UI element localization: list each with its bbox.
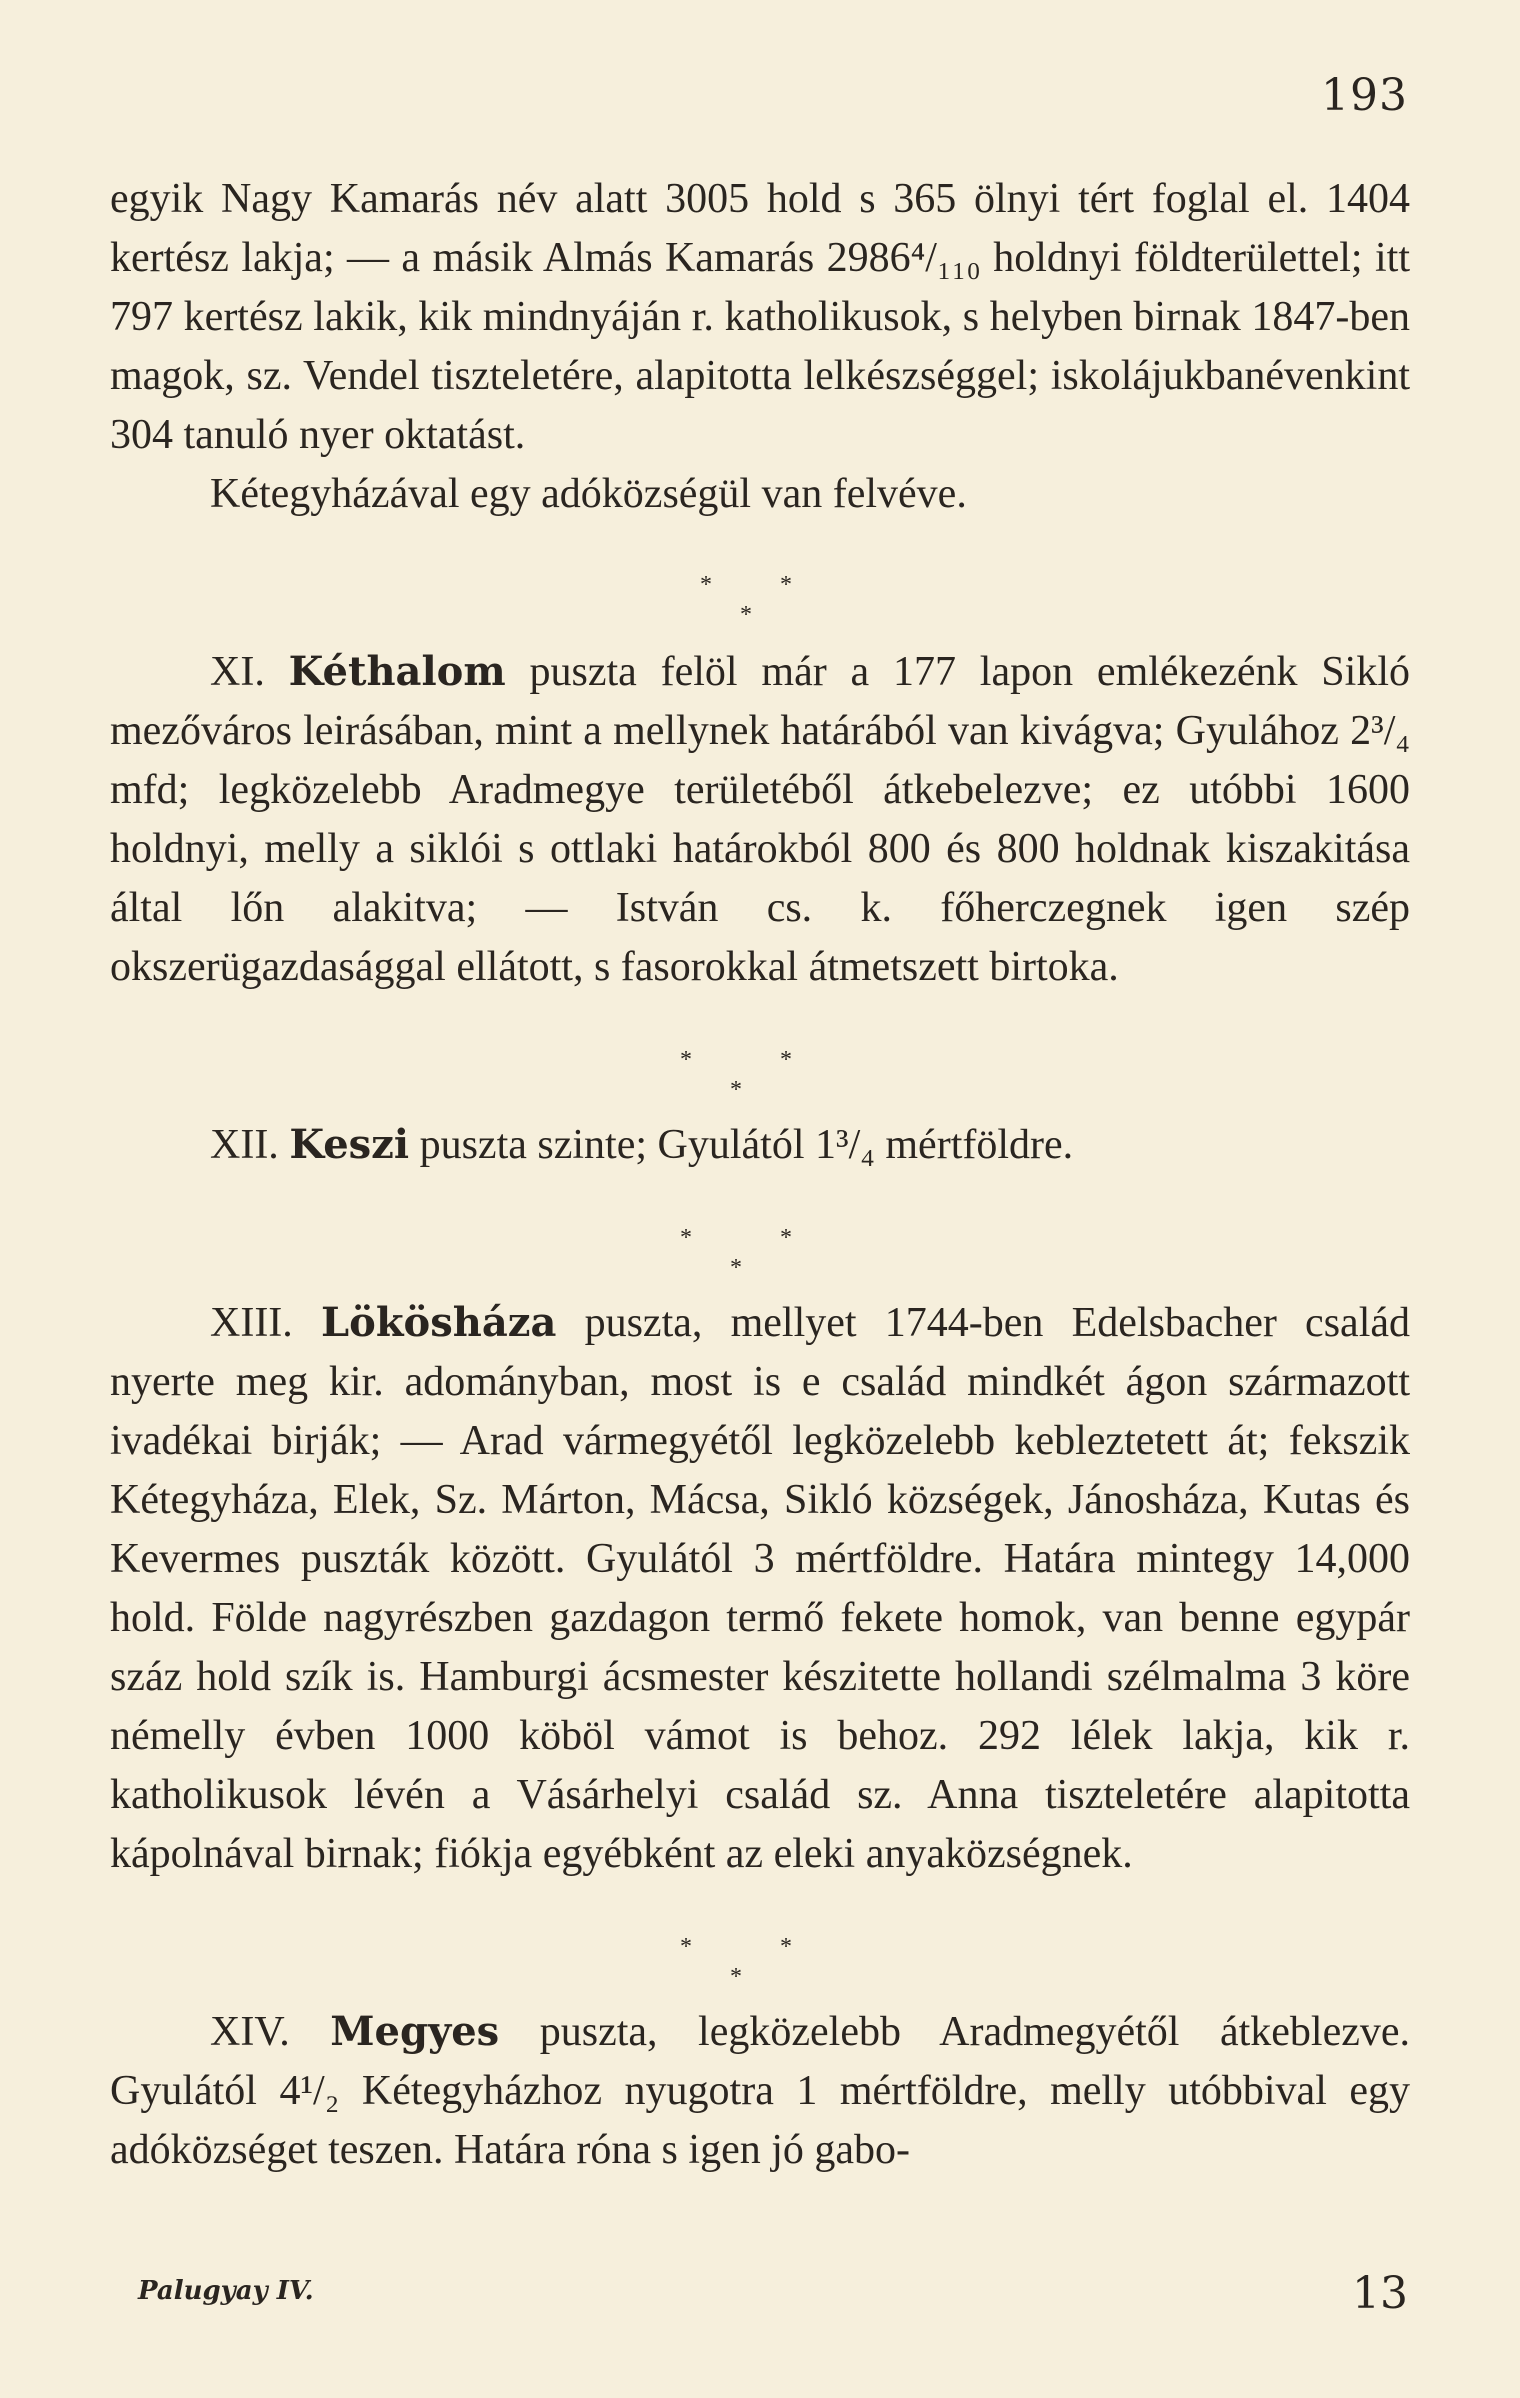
sheet-number: 13 [1352,2268,1408,2319]
section-text: puszta, mellyet 1744-ben Edelsbacher család nyerte meg kir. adományban, most is e család mindkét ágon származott ivadékai birják; — Arad vármegyétől legközelebb kebleztetett át; fekszik Kétegyháza, Elek, Sz. Márton, Mácsa, Sikló községek, Jánosháza, Kutas és Kevermes puszták között. Gyulától 3 mértföldre. Határa mintegy 14,000 hold. Földe nagyrészben gazdagon termő fekete homok, van benne egypár száz hold szík is. Hamburgi ácsmester készitette hollandi szélmalma 3 köre némelly évben 1000 köböl vámot is behoz. 292 lélek lakja, kik r. katholikusok lévén a Vásárhelyi család sz. Anna tiszteletére alapitotta kápolnával birnak; fiókja egyébként az eleki anyaközségnek. [110,1300,1410,1877]
separator-star: * [780,1047,792,1073]
section-separator [110,1884,1410,2002]
separator-star: * [780,1934,792,1960]
separator-star: * [680,1047,692,1073]
section-separator [110,524,1410,642]
place-name: Keszi [289,1121,410,1168]
separator-star: * [780,572,792,598]
section-number: XII. [210,1122,279,1168]
separator-star: * [780,1225,792,1251]
section-text: puszta, legközelebb Aradmegyétől átkeblezve. Gyulától 4¹/₂ Kétegyházhoz nyugotra 1 mértföldre, melly utóbbival egy adóközséget teszen. Határa róna s igen jó gabo- [110,2009,1411,2173]
section-xiv [110,2002,1410,2180]
section-xi [110,642,1410,997]
place-name: Megyes [330,2008,500,2055]
place-name: Lökösháza [321,1299,557,1346]
paragraph-kétegyháza: Kétegyházával egy adóközségül van felvéve. [210,471,967,517]
section-text: puszta felöl már a 177 lapon emlékezénk Sikló mezőváros leirásában, mint a mellynek határából van kivágva; Gyulához 2³/₄ mfd; legközelebb Aradmegye területéből átkebelezve; ez utóbbi 1600 holdnyi, melly a siklói s ottlaki határokból 800 és 800 holdnak kiszakitása által lőn alakitva; — István cs. k. főherczegnek igen szép okszerügazdasággal ellátott, s fasorokkal átmetszett birtoka. [110,649,1410,990]
section-number: XIV. [210,2009,290,2055]
separator-star: * [680,1934,692,1960]
separator-star: * [680,1225,692,1251]
page-text [110,170,1410,2180]
separator-star: * [730,1077,742,1103]
section-xii [110,1115,1410,1175]
separator-star: * [700,572,712,598]
section-number: XI. [210,649,265,695]
section-xiii [110,1293,1410,1884]
page-footer [110,2268,1408,2328]
paragraph-intro: egyik Nagy Kamarás név alatt 3005 hold s 365 ölnyi tért foglal el. 1404 kertész lakja; — a másik Almás Kamarás 2986⁴/₁₁₀ holdnyi földterülettel; itt 797 kertész lakik, kik mindnyáján r. katholikusok, s helyben birnak 1847-ben magok, sz. Vendel tiszteletére, alapitotta lelkészséggel; iskolájukbanévenkint 304 tanuló nyer oktatást. [110,176,1410,458]
place-name: Kéthalom [288,648,506,695]
printer-signature: Palugyay IV. [138,2276,314,2306]
section-separator [110,997,1410,1115]
section-separator [110,1175,1410,1293]
separator-star: * [740,602,752,628]
separator-star: * [730,1964,742,1990]
section-number: XIII. [210,1300,293,1346]
separator-star: * [730,1255,742,1281]
section-text: puszta szinte; Gyulától 1³/₄ mértföldre. [409,1122,1074,1168]
page-number: 193 [1321,70,1408,121]
